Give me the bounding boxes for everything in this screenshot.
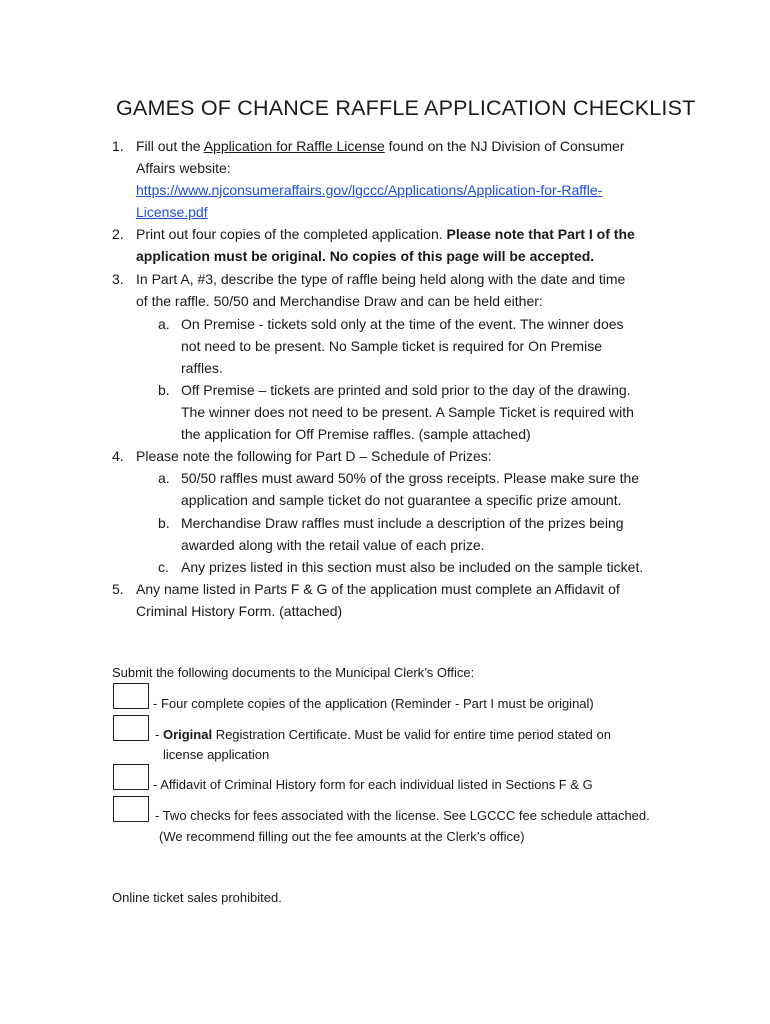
item-1-line-2: Affairs website: (136, 160, 231, 176)
item-5-line-1: Any name listed in Parts F & G of the application must complete an Affidavit of (136, 581, 620, 597)
item-4a-line-1: 50/50 raffles must award 50% of the gross receipts. Please make sure the (181, 470, 640, 486)
item-5-number: 5. (112, 581, 124, 597)
application-for-raffle-license-link[interactable]: Application for Raffle License (203, 138, 385, 154)
item-4-number: 4. (112, 448, 124, 464)
item-3a-line-1: On Premise - tickets sold only at the time of the event. The winner does (181, 316, 624, 332)
item-3b-line-2: The winner does not need to be present. A Sample Ticket is required with (181, 404, 634, 420)
item-3b-letter: b. (158, 382, 170, 398)
item-3b-line-1: Off Premise – tickets are printed and sold prior to the day of the drawing. (181, 382, 631, 398)
item-4b-letter: b. (158, 515, 170, 531)
checkbox-original-registration[interactable] (113, 715, 149, 741)
application-url-link-line-2[interactable]: License.pdf (136, 204, 208, 220)
item-2-number: 2. (112, 226, 124, 242)
checklist-affidavit-text: - Affidavit of Criminal History form for each individual listed in Sections F & G (153, 777, 593, 792)
checklist-four-copies-text: - Four complete copies of the application (Reminder - Part I must be original) (153, 696, 594, 711)
item-3a-line-2: not need to be present. No Sample ticket is required for On Premise (181, 338, 602, 354)
submit-heading: Submit the following documents to the Municipal Clerk’s Office: (112, 665, 475, 680)
item-4b-line-1: Merchandise Draw raffles must include a description of the prizes being (181, 515, 624, 531)
checkbox-affidavit[interactable] (113, 764, 149, 790)
item-1-line-1 (136, 136, 624, 156)
checklist-original-registration-text (155, 725, 611, 745)
item-2-bold-text: Please note that Part I of the (446, 226, 635, 242)
item-3a-line-3: raffles. (181, 360, 223, 376)
item-2-line-2 (136, 246, 594, 266)
item-1-pre: Fill out the (136, 138, 204, 154)
item-1-number: 1. (112, 138, 124, 154)
checklist-two-checks-text: - Two checks for fees associated with the license. See LGCCC fee schedule attached. (155, 808, 650, 823)
item-3-line-1: In Part A, #3, describe the type of raffle being held along with the date and time (136, 271, 626, 287)
item-3b-line-3: the application for Off Premise raffles. (sample attached) (181, 426, 531, 442)
item-3a-letter: a. (158, 316, 170, 332)
item-2-line-1 (136, 224, 635, 244)
checklist-original-prefix: - (155, 727, 163, 742)
application-url-link-line-1[interactable]: https://www.njconsumeraffairs.gov/lgccc/Applications/Application-for-Raffle- (136, 182, 603, 198)
checklist-original-bold: Original (162, 727, 213, 742)
page-title: GAMES OF CHANCE RAFFLE APPLICATION CHECKLIST (116, 96, 696, 120)
checklist-two-checks-line-2: (We recommend filling out the fee amounts at the Clerk’s office) (159, 829, 525, 844)
item-4c-line-1: Any prizes listed in this section must also be included on the sample ticket. (181, 559, 644, 575)
item-1-post: found on the NJ Division of Consumer (384, 138, 625, 154)
item-5-line-2: Criminal History Form. (attached) (136, 603, 343, 619)
item-4a-line-2: application and sample ticket do not guarantee a specific prize amount. (181, 492, 622, 508)
checklist-original-rest: Registration Certificate. Must be valid for entire time period stated on (212, 727, 611, 742)
checkbox-four-copies[interactable] (113, 683, 149, 709)
item-4a-letter: a. (158, 470, 170, 486)
footer-note: Online ticket sales prohibited. (112, 890, 282, 905)
item-3-number: 3. (112, 271, 124, 287)
checkbox-two-checks[interactable] (113, 796, 149, 822)
checklist-original-registration-line-2: license application (163, 747, 270, 762)
item-4b-line-2: awarded along with the retail value of each prize. (181, 537, 485, 553)
item-2-plain-text: Print out four copies of the completed application. (136, 226, 447, 242)
item-2-bold-line-2: application must be original. No copies of this page will be accepted. (136, 248, 595, 264)
item-4c-letter: c. (158, 559, 169, 575)
item-4-line-1: Please note the following for Part D – Schedule of Prizes: (136, 448, 492, 464)
item-3-line-2: of the raffle. 50/50 and Merchandise Draw and can be held either: (136, 293, 543, 309)
